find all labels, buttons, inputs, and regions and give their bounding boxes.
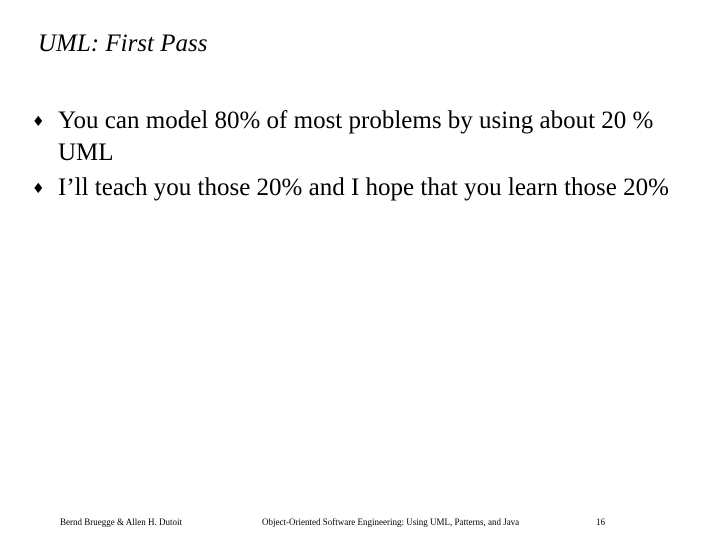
slide-title: UML: First Pass [38,30,208,57]
diamond-bullet-icon: ♦ [32,114,45,130]
bullet-text-1: You can model 80% of most problems by using about 20 % UML [58,107,654,166]
footer-authors: Bernd Bruegge & Allen H. Dutoit [60,517,182,527]
page-number: 16 [596,517,605,527]
bullet-text-2: I’ll teach you those 20% and I hope that you learn those 20% [58,174,669,201]
diamond-bullet-icon: ♦ [32,181,45,197]
bullet-list [30,105,680,207]
bullet-item-1 [30,105,680,169]
bullet-item-2 [30,172,680,204]
footer-course-title: Object-Oriented Software Engineering: Using UML, Patterns, and Java [262,517,520,527]
